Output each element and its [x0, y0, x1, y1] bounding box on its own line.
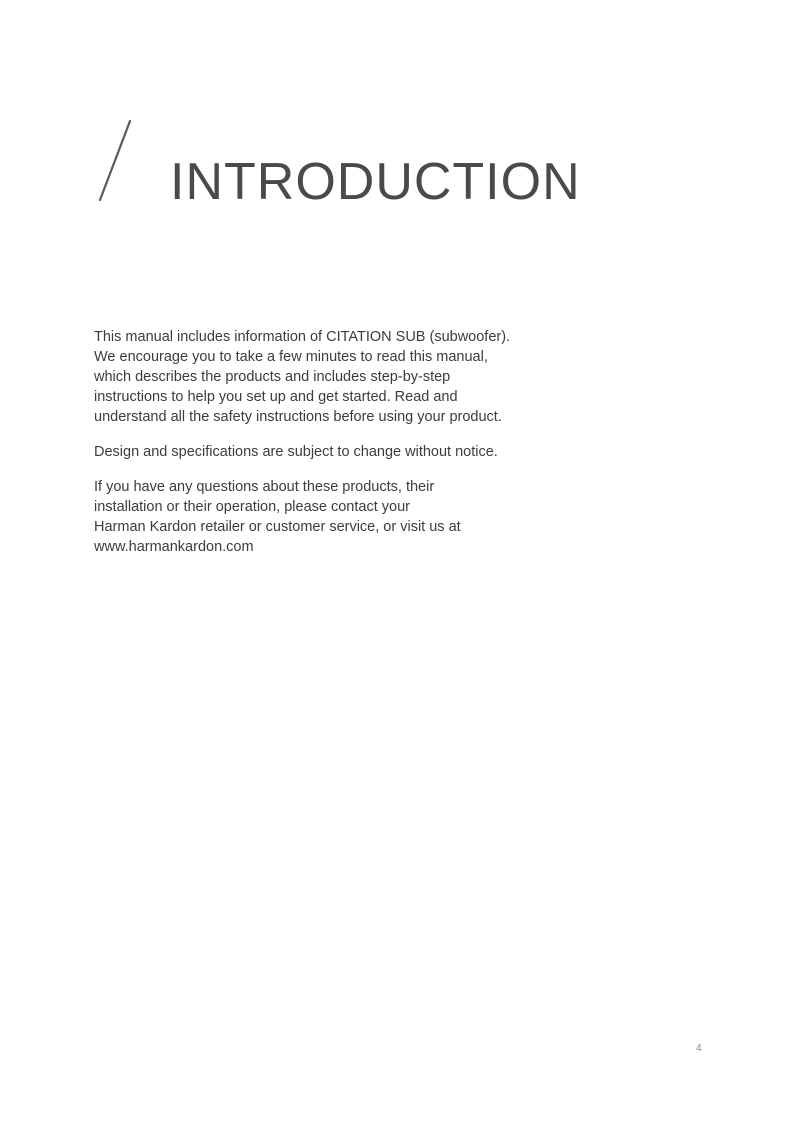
paragraph-line: We encourage you to take a few minutes to read this manual, — [94, 349, 488, 365]
slash-icon — [96, 120, 136, 202]
paragraph-line: This manual includes information of CITATION SUB (subwoofer). — [94, 329, 511, 345]
website-text: www.harmankardon.com — [94, 539, 254, 555]
intro-body — [94, 327, 554, 572]
paragraph-line: understand all the safety instructions before using your product. — [94, 409, 502, 425]
intro-paragraph — [94, 327, 554, 427]
paragraph-line: which describes the products and includes step-by-step — [94, 369, 451, 385]
paragraph-line: Harman Kardon retailer or customer service, or visit us at — [94, 519, 461, 535]
paragraph-line: installation or their operation, please contact your — [94, 499, 410, 515]
specifications-notice — [94, 442, 554, 462]
paragraph-line: Design and specifications are subject to change without notice. — [94, 444, 498, 460]
paragraph-line: If you have any questions about these products, their — [94, 479, 435, 495]
page-number: 4 — [696, 1043, 702, 1054]
contact-paragraph — [94, 477, 554, 557]
page-title: INTRODUCTION — [170, 153, 581, 211]
paragraph-line: instructions to help you set up and get started. Read and — [94, 389, 458, 405]
